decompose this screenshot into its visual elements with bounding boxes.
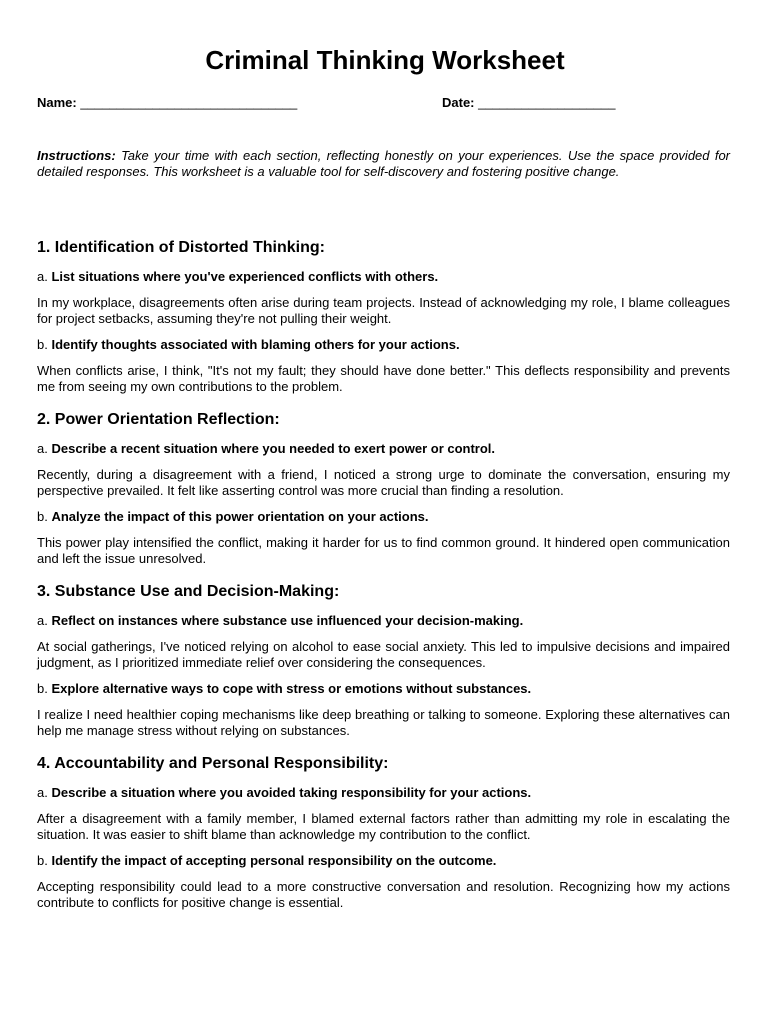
answer-text[interactable]: This power play intensified the conflict, making it harder for us to find common ground. It hindered open communication and left the issue unresolved. — [37, 535, 730, 566]
section-heading: 1. Identification of Distorted Thinking: — [37, 239, 325, 256]
name-field[interactable] — [37, 94, 297, 112]
question-letter: a. — [37, 269, 48, 284]
date-label: Date: — [442, 95, 475, 110]
question-letter: b. — [37, 681, 48, 696]
question-letter: a. — [37, 613, 48, 628]
worksheet-sections — [37, 237, 730, 925]
answer-text[interactable]: When conflicts arise, I think, "It's not my fault; they should have done better." This deflects responsibility and prevents me from seeing my own contributions to the problem. — [37, 363, 730, 394]
question-text: Explore alternative ways to cope with stress or emotions without substances. — [51, 681, 532, 696]
question-item — [37, 441, 730, 457]
question-letter: a. — [37, 785, 48, 800]
section-substance-use — [37, 581, 730, 739]
section-heading: 2. Power Orientation Reflection: — [37, 411, 280, 428]
question-letter: a. — [37, 441, 48, 456]
instructions-text: Take your time with each section, reflecting honestly on your experiences. Use the space provided for detailed responses. This worksheet is a valuable tool for self-discovery and fostering positive change. — [37, 148, 730, 179]
question-letter: b. — [37, 853, 48, 868]
section-heading: 3. Substance Use and Decision-Making: — [37, 583, 340, 600]
question-item — [37, 785, 730, 801]
question-letter: b. — [37, 509, 48, 524]
question-text: Identify thoughts associated with blaming others for your actions. — [51, 337, 460, 352]
answer-text[interactable]: Accepting responsibility could lead to a more constructive conversation and resolution. Recognizing how my actions contribute to conflicts for positive change is essential. — [37, 879, 730, 910]
answer-text[interactable]: In my workplace, disagreements often arise during team projects. Instead of acknowledging my role, I blame colleagues for project setbacks, assuming they're not pulling their weight. — [37, 295, 730, 326]
question-text: Reflect on instances where substance use influenced your decision-making. — [51, 613, 524, 628]
page-title: Criminal Thinking Worksheet — [205, 45, 565, 75]
instructions-label: Instructions: — [37, 148, 116, 163]
section-accountability — [37, 753, 730, 911]
name-label: Name: — [37, 95, 77, 110]
answer-text[interactable]: After a disagreement with a family member, I blamed external factors rather than admitting my role in escalating the situation. It was easier to shift blame than acknowledge my contribution to the conflict. — [37, 811, 730, 842]
question-item — [37, 337, 730, 353]
question-text: Analyze the impact of this power orientation on your actions. — [51, 509, 429, 524]
section-heading: 4. Accountability and Personal Responsibility: — [37, 755, 389, 772]
section-distorted-thinking — [37, 237, 730, 395]
name-blank-line[interactable]: ______________________________ — [80, 95, 298, 110]
question-item — [37, 853, 730, 869]
question-text: List situations where you've experienced conflicts with others. — [51, 269, 439, 284]
header-fields — [37, 94, 730, 112]
date-blank-line[interactable]: ___________________ — [478, 95, 616, 110]
question-text: Identify the impact of accepting personal responsibility on the outcome. — [51, 853, 497, 868]
answer-text[interactable]: At social gatherings, I've noticed relying on alcohol to ease social anxiety. This led to impulsive decisions and impaired judgment, as I prioritized immediate relief over considering the consequences. — [37, 639, 730, 670]
date-field[interactable] — [442, 94, 616, 112]
question-item — [37, 509, 730, 525]
question-text: Describe a recent situation where you needed to exert power or control. — [51, 441, 496, 456]
question-text: Describe a situation where you avoided taking responsibility for your actions. — [51, 785, 532, 800]
answer-text[interactable]: Recently, during a disagreement with a friend, I noticed a strong urge to dominate the conversation, ensuring my perspective prevailed. It felt like asserting control was more crucial than finding a resolution. — [37, 467, 730, 498]
question-letter: b. — [37, 337, 48, 352]
section-power-orientation — [37, 409, 730, 567]
instructions-paragraph — [37, 148, 730, 180]
question-item — [37, 269, 730, 285]
answer-text[interactable]: I realize I need healthier coping mechanisms like deep breathing or talking to someone. Exploring these alternatives can help me manage stress without relying on substances. — [37, 707, 730, 738]
question-item — [37, 681, 730, 697]
question-item — [37, 613, 730, 629]
